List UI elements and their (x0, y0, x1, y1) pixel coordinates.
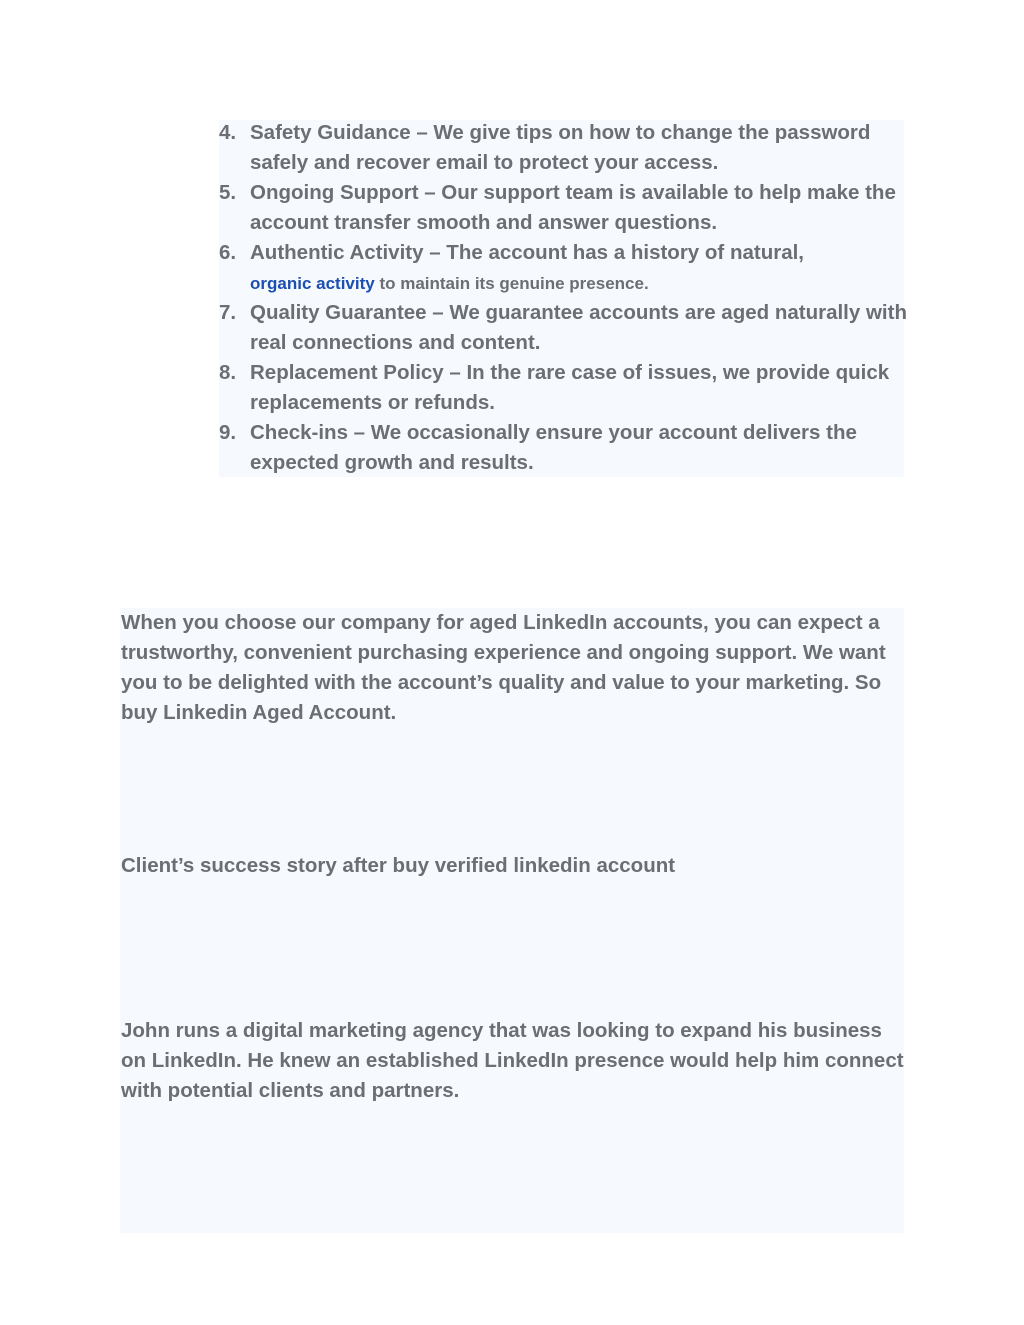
list-item-text: Safety Guidance – We give tips on how to change the password safely and recover email to protect your access. (250, 121, 871, 174)
list-item-text: Replacement Policy – In the rare case of issues, we provide quick replacements or refunds. (250, 361, 890, 414)
list-number: 7. (219, 301, 237, 324)
list-item (219, 178, 909, 238)
list-item (219, 418, 909, 478)
feature-list (219, 118, 909, 478)
list-number: 6. (219, 241, 237, 264)
list-number: 9. (219, 421, 237, 444)
paragraph-john-story: John runs a digital marketing agency that was looking to expand his business on LinkedIn. He knew an established LinkedIn presence would help him connect with potential clients and partners. (121, 1019, 904, 1102)
section-heading-success-story: Client’s success story after buy verified linkedin account (121, 854, 676, 877)
list-item-text: Authentic Activity – The account has a history of natural, (250, 241, 804, 264)
list-item-text: Quality Guarantee – We guarantee accounts are aged naturally with real connections and content. (250, 301, 907, 354)
list-item (219, 238, 909, 298)
list-item-text: Ongoing Support – Our support team is available to help make the account transfer smooth and answer questions. (250, 181, 896, 234)
list-item-subline (250, 271, 649, 297)
list-item-text: Check-ins – We occasionally ensure your account delivers the expected growth and results. (250, 421, 857, 474)
list-item-text-after-link: to maintain its genuine presence. (374, 274, 649, 293)
list-number: 5. (219, 181, 237, 204)
list-number: 8. (219, 361, 237, 384)
organic-activity-link[interactable]: organic activity (250, 274, 375, 293)
list-number: 4. (219, 121, 237, 144)
paragraph-choose-company: When you choose our company for aged LinkedIn accounts, you can expect a trustworthy, convenient purchasing experience and ongoing support. We want you to be delighted with the account’s quality and value to your marketing. So buy Linkedin Aged Account. (121, 611, 886, 724)
list-item (219, 118, 909, 178)
list-item (219, 358, 909, 418)
list-item (219, 298, 909, 358)
